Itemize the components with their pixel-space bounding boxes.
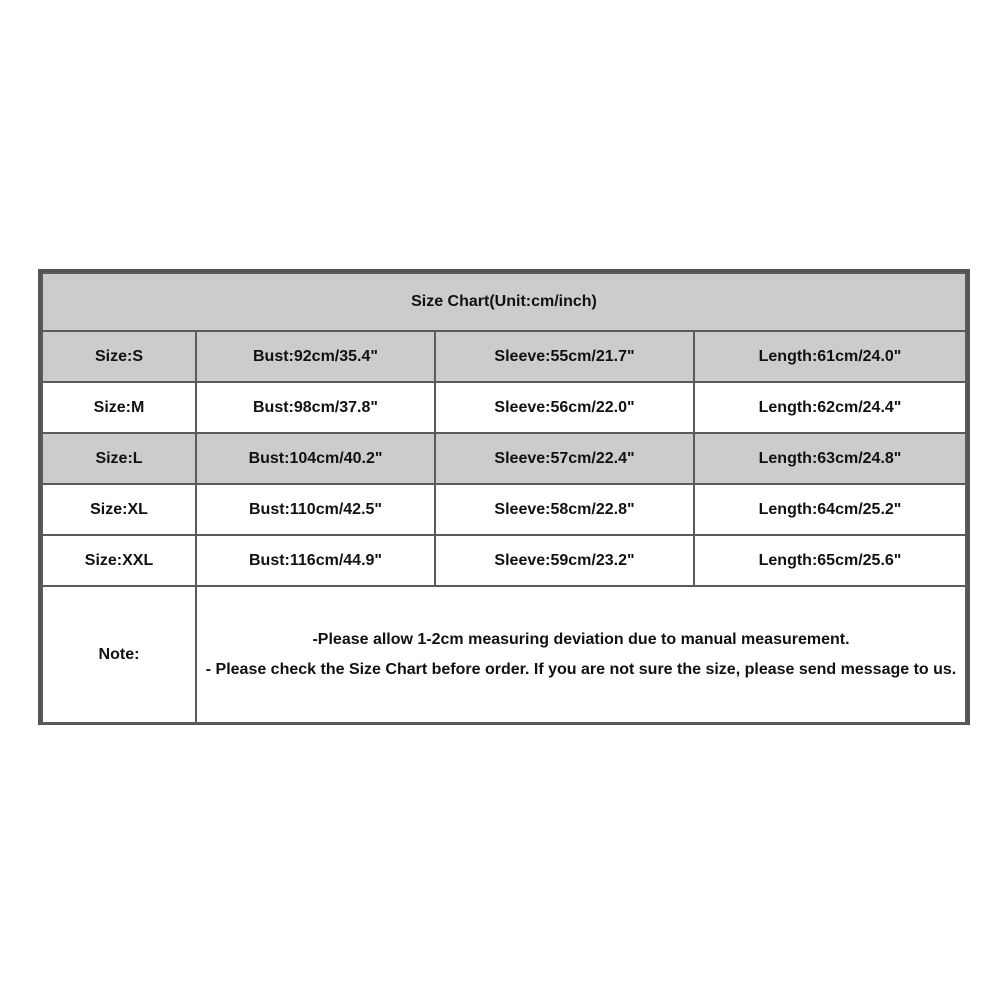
bust-cell: Bust:98cm/37.8" [196,382,435,433]
length-cell: Length:63cm/24.8" [694,433,966,484]
bust-cell: Bust:104cm/40.2" [196,433,435,484]
chart-title: Size Chart(Unit:cm/inch) [42,273,966,331]
table-row [42,331,966,382]
size-cell: Size:S [42,331,196,382]
length-cell: Length:62cm/24.4" [694,382,966,433]
size-cell: Size:L [42,433,196,484]
sleeve-cell: Sleeve:59cm/23.2" [435,535,694,586]
note-row [42,586,966,723]
title-row [42,273,966,331]
table-row [42,484,966,535]
note-line: - Please check the Size Chart before order. If you are not sure the size, please send message to us. [205,660,957,678]
bust-cell: Bust:110cm/42.5" [196,484,435,535]
sleeve-cell: Sleeve:56cm/22.0" [435,382,694,433]
size-cell: Size:XXL [42,535,196,586]
note-line: -Please allow 1-2cm measuring deviation due to manual measurement. [312,630,850,648]
table-row [42,433,966,484]
length-cell: Length:64cm/25.2" [694,484,966,535]
size-cell: Size:XL [42,484,196,535]
size-chart [38,269,970,725]
size-cell: Size:M [42,382,196,433]
bust-cell: Bust:116cm/44.9" [196,535,435,586]
table-row [42,535,966,586]
sleeve-cell: Sleeve:55cm/21.7" [435,331,694,382]
note-label: Note: [42,586,196,723]
bust-cell: Bust:92cm/35.4" [196,331,435,382]
note-body [196,586,966,723]
size-chart-table [41,272,967,724]
table-row [42,382,966,433]
sleeve-cell: Sleeve:58cm/22.8" [435,484,694,535]
sleeve-cell: Sleeve:57cm/22.4" [435,433,694,484]
length-cell: Length:61cm/24.0" [694,331,966,382]
length-cell: Length:65cm/25.6" [694,535,966,586]
